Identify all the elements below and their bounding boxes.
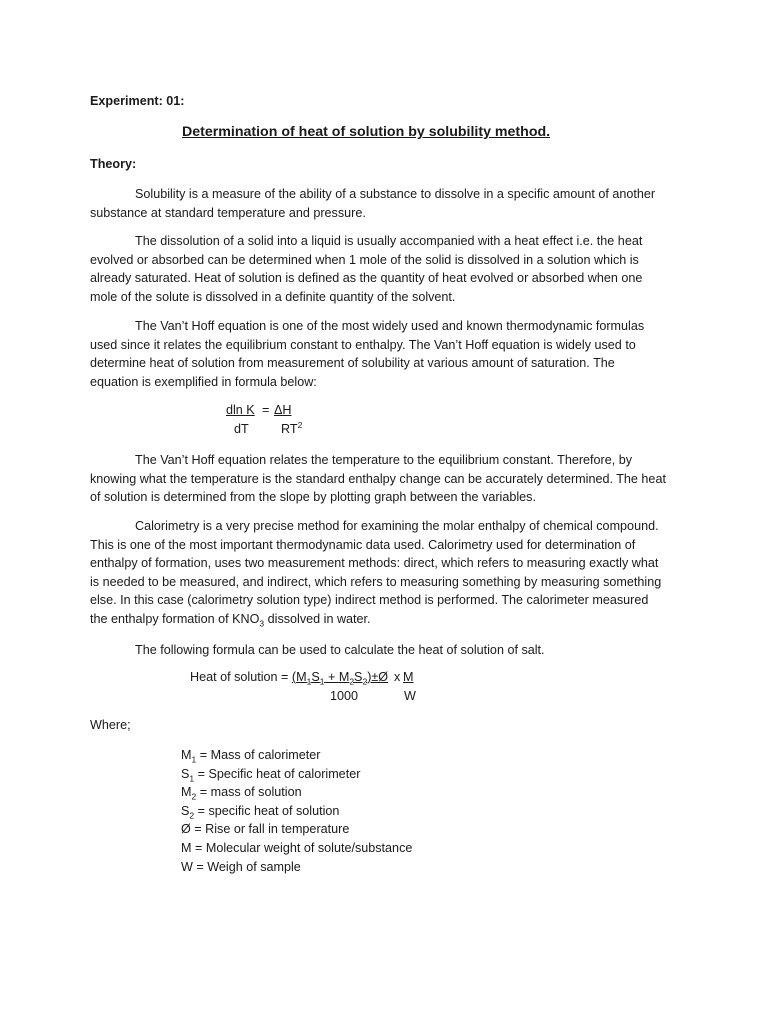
equation-numerator-left: dln K bbox=[226, 403, 255, 417]
variable-list bbox=[181, 746, 412, 876]
sym: Ø bbox=[181, 822, 191, 837]
list-item bbox=[181, 820, 412, 839]
sym: S bbox=[181, 766, 190, 781]
sym: W bbox=[181, 859, 193, 874]
paragraph-line: else. In this case (calorimetry solution type) indirect method is performed. The calorimeter measured bbox=[90, 593, 649, 608]
list-item bbox=[181, 746, 412, 765]
formula-denominator-w: W bbox=[404, 689, 416, 703]
paragraph-vant-hoff-intro bbox=[90, 317, 678, 391]
sym: S bbox=[181, 803, 190, 818]
paragraph-line: equation is exemplified in formula below: bbox=[90, 374, 317, 389]
paren: ( bbox=[291, 670, 297, 684]
sym: M bbox=[181, 748, 192, 762]
equation-equals: = bbox=[262, 403, 270, 417]
paragraph-line: knowing what the temperature is the standard enthalpy change can be accurately determined. The heat bbox=[90, 471, 666, 486]
paragraph-solubility bbox=[90, 185, 678, 222]
subscript: 1 bbox=[306, 676, 312, 687]
sym: M bbox=[181, 785, 192, 800]
page-title: Determination of heat of solution by solubility method. bbox=[182, 124, 551, 140]
subscript: 2 bbox=[189, 810, 195, 821]
paragraph-line: is needed to be measured, and indirect, which refers to measuring something by measuring something bbox=[90, 574, 662, 589]
formula-m: M bbox=[403, 670, 414, 684]
paragraph-line: The following formula can be used to calculate the heat of solution of salt. bbox=[135, 643, 545, 657]
formula-label-text: Heat of solution = bbox=[190, 670, 292, 684]
list-item bbox=[181, 765, 412, 784]
sym: M bbox=[181, 840, 192, 855]
list-item bbox=[181, 839, 412, 858]
paragraph-line: evolved or absorbed can be determined when 1 mole of the solid is dissolved in a solution which is bbox=[90, 252, 639, 267]
paragraph-line: already saturated. Heat of solution is defined as the quantity of heat evolved or absorbed when one bbox=[90, 271, 643, 286]
equation-numerator-right: ΔH bbox=[274, 403, 292, 417]
desc: = Weigh of sample bbox=[192, 859, 301, 874]
list-item bbox=[181, 802, 412, 821]
paragraph-line: The dissolution of a solid into a liquid is usually accompanied with a heat effect i.e. the heat bbox=[135, 234, 643, 248]
desc: = Molecular weight of solute/substance bbox=[191, 840, 413, 855]
list-item bbox=[181, 783, 412, 802]
subscript: 1 bbox=[319, 676, 325, 687]
paragraph-formula-intro bbox=[90, 641, 678, 660]
subscript: 2 bbox=[362, 676, 368, 687]
equation-exponent: 2 bbox=[297, 419, 303, 430]
paragraph-line: used since it relates the equilibrium constant to enthalpy. The Van’t Hoff equation is widely used to bbox=[90, 337, 636, 352]
equation-denominator-left: dT bbox=[234, 422, 249, 436]
paragraph-line: determine heat of solution from measurement of solubility at various amount of saturation. The bbox=[90, 356, 615, 371]
equation-rt: RT bbox=[281, 422, 298, 436]
desc: = Rise or fall in temperature bbox=[190, 822, 350, 837]
desc: = Specific heat of calorimeter bbox=[194, 766, 361, 781]
paragraph-line-kno3 bbox=[90, 610, 678, 629]
where-label: Where; bbox=[90, 718, 131, 732]
paragraph-line: substance at standard temperature and pressure. bbox=[90, 205, 366, 220]
paragraph-dissolution bbox=[90, 232, 678, 306]
subscript: 1 bbox=[191, 754, 197, 765]
subscript: 1 bbox=[189, 773, 195, 784]
formula-numerator bbox=[291, 670, 389, 687]
theory-heading: Theory: bbox=[90, 157, 137, 171]
formula-tail: )±Ø bbox=[367, 670, 389, 684]
desc: = specific heat of solution bbox=[194, 803, 340, 818]
paragraph-line: mole of the solute is dissolved in a definite quantity of the solvent. bbox=[90, 289, 456, 304]
sym: M bbox=[338, 670, 350, 684]
paragraph-line: The Van’t Hoff equation is one of the most widely used and known thermodynamic formulas bbox=[135, 319, 645, 333]
formula-times: x bbox=[394, 670, 401, 684]
list-item bbox=[181, 858, 412, 877]
sym: M bbox=[296, 670, 307, 684]
plus: + bbox=[324, 670, 339, 684]
paragraph-line: enthalpy of formation, uses two measurement methods: direct, which refers to measuring exactly what bbox=[90, 556, 659, 571]
paragraph-line: The Van’t Hoff equation relates the temperature to the equilibrium constant. Therefore, by bbox=[135, 453, 633, 467]
equation-denominator-right bbox=[281, 419, 303, 436]
formula-denominator-1000: 1000 bbox=[330, 689, 359, 703]
paragraph-calorimetry bbox=[90, 517, 678, 629]
subscript: 2 bbox=[349, 676, 355, 687]
paragraph-line: This is one of the most important thermodynamic data used. Calorimetry used for determination of bbox=[90, 537, 636, 552]
text-run: the enthalpy formation of KNO bbox=[90, 611, 260, 626]
desc: = Mass of calorimeter bbox=[196, 748, 321, 762]
subscript: 3 bbox=[259, 618, 265, 629]
text-run: dissolved in water. bbox=[264, 611, 371, 626]
experiment-label: Experiment: 01: bbox=[90, 94, 185, 108]
desc: = mass of solution bbox=[196, 785, 302, 800]
sym: S bbox=[311, 670, 320, 684]
paragraph-vant-hoff-relation bbox=[90, 451, 678, 507]
paragraph-line: Calorimetry is a very precise method for examining the molar enthalpy of chemical compound. bbox=[135, 519, 659, 533]
subscript: 2 bbox=[191, 791, 197, 802]
sym: S bbox=[354, 670, 363, 684]
paragraph-line: of solution is determined from the slope by plotting graph between the variables. bbox=[90, 490, 536, 505]
paragraph-line: Solubility is a measure of the ability of a substance to dissolve in a specific amount of another bbox=[135, 187, 656, 201]
formula-label bbox=[190, 670, 389, 687]
